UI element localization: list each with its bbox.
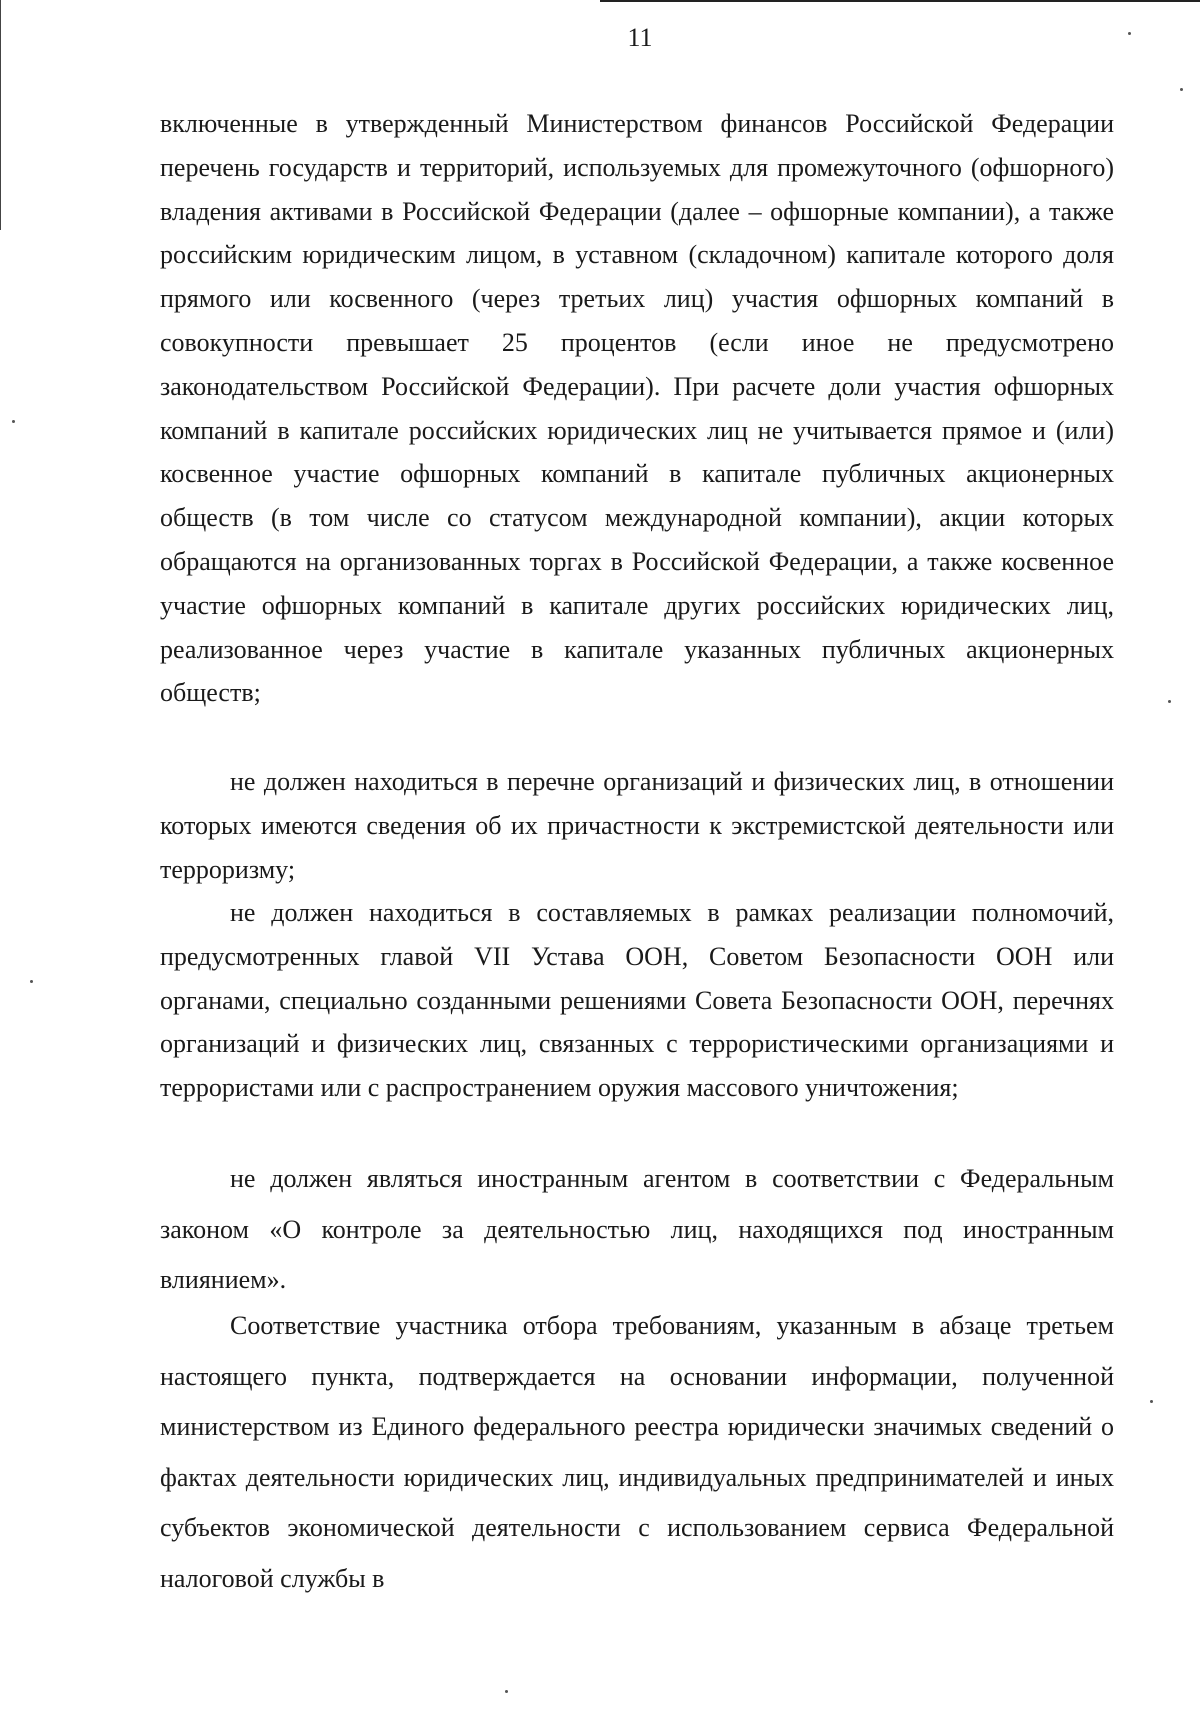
paragraph-offshore-companies: включенные в утвержденный Министерством финансов Российской Федерации перечень государств и территорий, используемых для промежуточного (офшорного) владения активами в Российской Федерации (далее – офшорные компании), а также российским юридическим лицом, в уставном (складочном) капитале которого доля прямого или косвенного (через третьих лиц) участия офшорных компаний в совокупности превышает 25 процентов (если иное не предусмотрено законодательством Российской Федерации). При расчете доли участия офшорных компаний в капитале российских юридических лиц не учитывается прямое и (или) косвенное участие офшорных компаний в капитале публичных акционерных обществ (в том числе со статусом международной компании), акции которых обращаются на организованных торгах в Российской Федерации, а также косвенное участие офшорных компаний в капитале других российских юридических лиц, реализованное через участие в капитале указанных публичных акционерных обществ;	[160, 109, 1114, 708]
scan-speck	[12, 420, 15, 423]
scan-speck	[505, 1690, 508, 1693]
page-number: 11	[627, 23, 653, 52]
paragraph-foreign-agent: не должен являться иностранным агентом в соответствии с Федеральным законом «О контроле за деятельностью лиц, находящихся под иностранным влиянием».	[160, 1164, 1114, 1295]
paragraph-extremism-list: не должен находиться в перечне организаций и физических лиц, в отношении которых имеются сведения об их причастности к экстремистской деятельности или терроризму;	[160, 767, 1114, 884]
paragraph-compliance-verification: Соответствие участника отбора требованиям, указанным в абзаце третьем настоящего пункта, подтверждается на основании информации, полученной министерством из Единого федерального реестра юридически значимых сведений о фактах деятельности юридических лиц, индивидуальных предпринимателей и иных субъектов экономической деятельности с использованием сервиса Федеральной налоговой службы в	[160, 1311, 1114, 1593]
scan-speck	[1168, 700, 1171, 703]
scan-speck	[1150, 1400, 1153, 1403]
scan-top-edge	[600, 0, 1200, 2]
scan-speck	[1128, 32, 1131, 35]
paragraph-un-sanctions-list: не должен находиться в составляемых в рамках реализации полномочий, предусмотренных главой VII Устава ООН, Советом Безопасности ООН или органами, специально созданными решениями Совета Безопасности ООН, перечнях организаций и физических лиц, связанных с террористическими организациями и террористами или с распространением оружия массового уничтожения;	[160, 898, 1114, 1103]
scan-speck	[1180, 88, 1183, 91]
scan-speck	[30, 980, 33, 983]
